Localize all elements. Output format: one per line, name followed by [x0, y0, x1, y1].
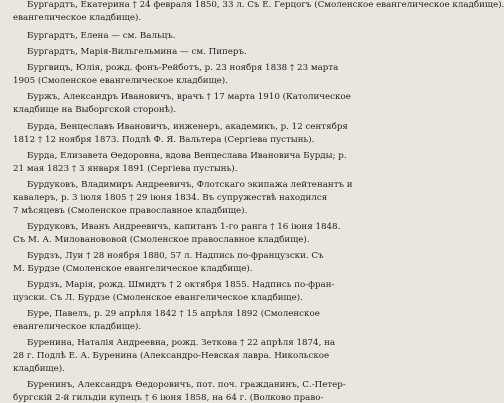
entry-line: 21 мая 1823 † 3 января 1891 (Сергіева пустынь).	[13, 164, 238, 174]
entry-line: 7 мѣсяцевъ (Смоленское православное кладбище).	[13, 206, 248, 216]
entry-line: Бургардтъ, Екатерина † 24 февраля 1850, 33 л. Съ Е. Герцогъ (Смоленское евангелическое кладбище).	[27, 0, 504, 10]
entry-line: М. Бурдзе (Смоленское евангелическое кладбище).	[13, 264, 253, 274]
entry-line: Бурдзъ, Луи † 28 ноября 1880, 57 л. Надпись по-французски. Съ	[27, 251, 324, 261]
entry-line: Бурда, Венцеславъ Ивановичъ, инженеръ, академикъ, р. 12 сентября	[27, 122, 348, 132]
entry-line: евангелическое кладбище).	[13, 13, 142, 23]
entry-line: Буре, Павелъ, р. 29 апрѣля 1842 † 15 апрѣля 1892 (Смоленское	[27, 309, 320, 319]
entry-line: 1812 † 12 ноября 1873. Подлѣ Ф. Я. Вальтера (Сергіева пустынь).	[13, 135, 315, 145]
entry-line: Бурдуковъ, Владимиръ Андреевичъ, Флотскаго экипажа лейтенантъ и	[27, 180, 353, 190]
entry-line: Буренина, Наталія Андреевна, рожд. Зеткова † 22 апрѣля 1874, на	[27, 338, 336, 348]
entry-line: цузски. Съ Л. Бурдзе (Смоленское евангелическое кладбище).	[13, 293, 303, 303]
entry-line: Бурдзъ, Марія, рожд. Шмидтъ † 2 октября 1855. Надпись по-фран-	[27, 280, 335, 290]
entry-line: кавалеръ, р. 3 іюля 1805 † 29 іюня 1834. Въ супружествѣ находился	[13, 193, 328, 203]
entry-line: Съ М. А. Милованововой (Смоленское православное кладбище).	[13, 235, 310, 245]
entry-line: Бургардтъ, Елена — см. Вальцъ.	[27, 31, 176, 41]
entry-line: Буренинъ, Александръ Ѳедоровичъ, пот. поч. гражданинъ, С.-Петер-	[27, 380, 346, 390]
entry-line: евангелическое кладбище).	[13, 322, 142, 332]
entry-line: бургскій 2-й гильдіи купецъ † 6 іюня 1858, на 64 г. (Волково право-	[13, 393, 324, 403]
entry-line: 1905 (Смоленское евангелическое кладбище).	[13, 76, 228, 86]
entry-line: кладбище на Выборгской сторонѣ).	[13, 105, 177, 115]
entry-line: Буржъ, Александръ Ивановичъ, врачъ † 17 марта 1910 (Католическое	[27, 92, 351, 102]
entry-line: 28 г. Подлѣ Е. А. Буренина (Александро-Невская лавра. Никольское	[13, 351, 330, 361]
entry-line: Бургвицъ, Юлія, рожд. фонъ-Рейботъ, р. 23 ноября 1838 † 23 марта	[27, 63, 339, 73]
entry-line: кладбище).	[13, 364, 65, 374]
entry-line: Бургардтъ, Марія-Вильгельмина — см. Пиперъ.	[27, 47, 247, 57]
entry-line: Бурда, Елизавета Ѳедоровна, вдова Венцеслава Ивановича Бурды; р.	[27, 151, 347, 161]
entry-line: Бурдуковъ, Иванъ Андреевичъ, капитанъ 1-го ранга † 16 іюня 1848.	[27, 222, 341, 232]
